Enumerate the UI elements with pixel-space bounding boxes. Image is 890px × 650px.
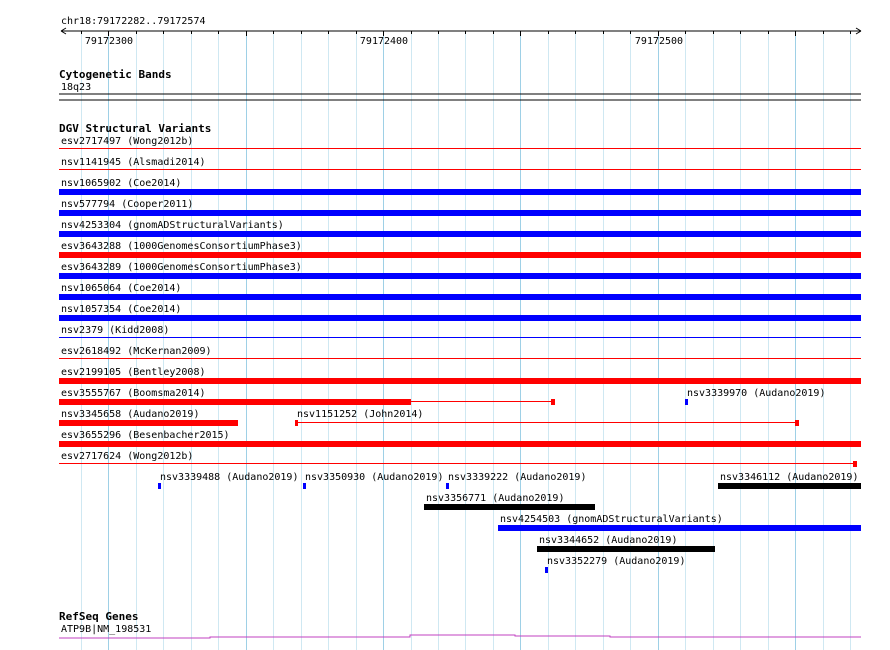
ruler-tick-label: 79172300: [84, 36, 134, 47]
dgv-feature-label: nsv3344652 (Audano2019): [539, 535, 678, 546]
dgv-feature-label: nsv4253304 (gnomADStructuralVariants): [61, 220, 284, 231]
dgv-feature-label: esv3655296 (Besenbacher2015): [61, 430, 230, 441]
dgv-feature-label: esv2717624 (Wong2012b): [61, 451, 194, 462]
dgv-feature[interactable]: [424, 493, 595, 510]
ruler-tick-label: 79172500: [634, 36, 684, 47]
dgv-feature-label: nsv3339488 (Audano2019): [160, 472, 299, 483]
gene-label: ATP9B|NM_198531: [61, 624, 152, 635]
dgv-feature-bar[interactable]: [853, 461, 857, 467]
dgv-feature-bar[interactable]: [59, 210, 861, 216]
dgv-feature-label: nsv1151252 (John2014): [297, 409, 424, 420]
dgv-feature-bar[interactable]: [59, 252, 861, 258]
dgv-feature-label: esv3643289 (1000GenomesConsortiumPhase3): [61, 262, 302, 273]
dgv-feature-bar[interactable]: [551, 399, 555, 405]
dgv-feature-bar[interactable]: [537, 546, 715, 552]
dgv-feature-label: esv2717497 (Wong2012b): [61, 136, 194, 147]
dgv-feature-label: nsv1065902 (Coe2014): [61, 178, 182, 189]
refseq-track-title: RefSeq Genes: [59, 610, 139, 623]
dgv-feature-bar[interactable]: [795, 420, 799, 426]
dgv-feature-bar[interactable]: [59, 294, 861, 300]
dgv-feature-label: nsv2379 (Kidd2008): [61, 325, 170, 336]
dgv-feature-bar[interactable]: [295, 420, 298, 426]
dgv-feature-bar[interactable]: [718, 483, 861, 489]
dgv-feature-label: nsv1057354 (Coe2014): [61, 304, 182, 315]
dgv-feature-bar[interactable]: [424, 504, 595, 510]
dgv-feature-label: esv3555767 (Boomsma2014): [61, 388, 206, 399]
dgv-feature-label: esv2618492 (McKernan2009): [61, 346, 212, 357]
dgv-feature[interactable]: [537, 535, 715, 552]
dgv-feature[interactable]: [545, 556, 685, 573]
dgv-feature-label: esv2199105 (Bentley2008): [61, 367, 206, 378]
dgv-feature-label: nsv1141945 (Alsmadi2014): [61, 157, 206, 168]
dgv-feature-label: nsv3350930 (Audano2019): [305, 472, 444, 483]
dgv-feature[interactable]: [446, 472, 586, 489]
dgv-feature-bar[interactable]: [303, 483, 306, 489]
dgv-feature[interactable]: [498, 514, 861, 531]
cytoband-track-title: Cytogenetic Bands: [59, 68, 172, 81]
dgv-feature-bar[interactable]: [59, 441, 861, 447]
ruler-tick-label: 79172400: [359, 36, 409, 47]
location-label: chr18:79172282..79172574: [61, 16, 206, 27]
dgv-feature[interactable]: [718, 472, 861, 489]
dgv-feature[interactable]: [59, 388, 555, 405]
dgv-feature-bar[interactable]: [158, 483, 161, 489]
dgv-feature-bar[interactable]: [59, 231, 861, 237]
dgv-feature-bar[interactable]: [545, 567, 548, 573]
dgv-feature-bar[interactable]: [59, 420, 238, 426]
dgv-feature-bar[interactable]: [59, 315, 861, 321]
dgv-track-title: DGV Structural Variants: [59, 122, 212, 135]
dgv-feature-bar[interactable]: [59, 378, 861, 384]
dgv-feature[interactable]: [59, 409, 238, 426]
dgv-feature-label: nsv3345658 (Audano2019): [61, 409, 200, 420]
dgv-feature-bar[interactable]: [59, 189, 861, 195]
dgv-feature-bar[interactable]: [685, 399, 688, 405]
dgv-feature-label: nsv3356771 (Audano2019): [426, 493, 565, 504]
dgv-feature[interactable]: [158, 472, 298, 489]
dgv-feature-label: nsv3339970 (Audano2019): [687, 388, 826, 399]
dgv-feature[interactable]: [303, 472, 443, 489]
dgv-feature-bar[interactable]: [498, 525, 861, 531]
dgv-feature-label: nsv577794 (Cooper2011): [61, 199, 194, 210]
dgv-feature-bar[interactable]: [446, 483, 449, 489]
dgv-feature[interactable]: [295, 409, 799, 426]
dgv-feature-bar[interactable]: [59, 273, 861, 279]
dgv-feature-label: nsv1065064 (Coe2014): [61, 283, 182, 294]
dgv-feature-label: esv3643288 (1000GenomesConsortiumPhase3): [61, 241, 302, 252]
dgv-feature-label: nsv3339222 (Audano2019): [448, 472, 587, 483]
cytoband-label: 18q23: [61, 82, 92, 93]
dgv-feature-label: nsv3352279 (Audano2019): [547, 556, 686, 567]
dgv-feature[interactable]: [685, 388, 825, 405]
dgv-feature-bar[interactable]: [59, 399, 411, 405]
dgv-feature[interactable]: [59, 451, 857, 467]
dgv-feature-label: nsv4254503 (gnomADStructuralVariants): [500, 514, 723, 525]
dgv-feature-label: nsv3346112 (Audano2019): [720, 472, 859, 483]
